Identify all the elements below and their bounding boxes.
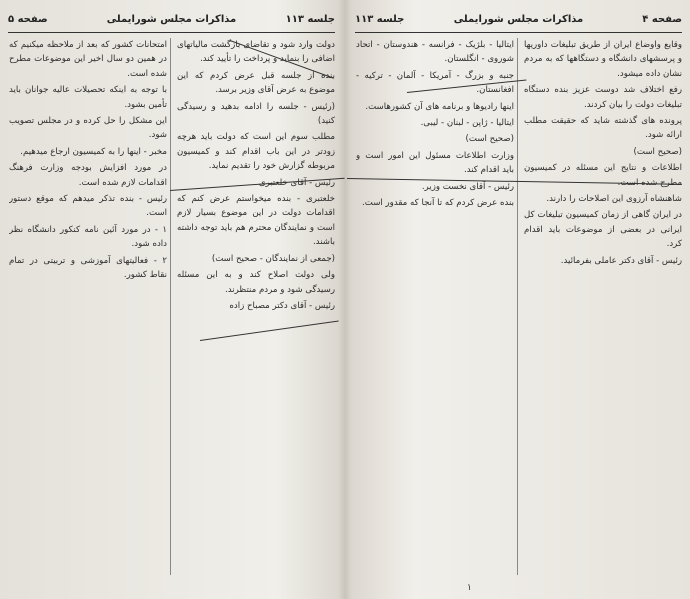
paragraph: این مشکل را حل کرده و در مجلس تصویب شود. (9, 116, 167, 141)
paragraph: امتحانات کشور که بعد از ملاحظه میکنیم که در همین دو سال اخیر این موضوعات مطرح شده است. (9, 40, 167, 79)
right-page-session: جلسه ۱۱۳ (355, 14, 405, 25)
left-page-title: مذاکرات مجلس شورایملی (106, 14, 237, 25)
right-page-title: مذاکرات مجلس شورایملی (453, 14, 584, 25)
paragraph: ۱ - در مورد آئین نامه کنکور دانشگاه نظر داده شود. (9, 224, 167, 250)
paragraph: وقایع واوضاع ایران از طریق تبلیغات داوریها و پرسشهای دانشگاه و دستگاهها که به مردم نشان داده میشود. (524, 40, 682, 79)
paragraph: جنبه و بزرگ - آمریکا - آلمان - ترکیه - افغانستان. (356, 70, 514, 96)
paragraph: رئیس - آقای دکتر مصباح زاده (229, 300, 335, 311)
left-page-column-left (9, 38, 167, 575)
left-header-rule (8, 32, 335, 33)
right-page-column-left (356, 38, 514, 575)
right-header-rule (355, 32, 682, 33)
paragraph: ایتالیا - ژاپن - لبنان - لیبی. (420, 118, 514, 129)
left-page-session: جلسه ۱۱۳ (285, 14, 335, 25)
paragraph: اینها رادیوها و برنامه های آن کشورهاست. (365, 101, 514, 112)
right-column-divider (517, 38, 518, 575)
paragraph: ایتالیا - بلژیک - فرانسه - هندوستان - اتحاد شوروی - انگلستان. (356, 40, 514, 65)
paragraph: رئیس - آقای خلعتبری (258, 177, 335, 188)
paragraph: در مورد افزایش بودجه وزارت فرهنگ اقدامات لازم شده است. (9, 163, 167, 188)
paragraph: (صحیح است) (633, 146, 682, 157)
right-page (347, 0, 690, 599)
left-page-header (8, 14, 335, 32)
paragraph: (جمعی از نمایندگان - صحیح است) (211, 253, 335, 264)
paragraph: (رئیس - جلسه را ادامه بدهید و رسیدگی کنید) (177, 101, 335, 127)
paragraph: پرونده های گذشته شاید که حقیقت مطلب ارائه شود. (524, 116, 682, 141)
right-page-footer-number: ۱ (467, 583, 472, 593)
right-page-column-right (524, 38, 682, 575)
paragraph: وزارت اطلاعات مسئول این امور است و باید اقدام کند. (356, 150, 514, 176)
paragraph: اطلاعات و نتایج این مسئله در کمیسیون مطرح شده است. (524, 163, 682, 188)
paragraph: ولی دولت اصلاح کند و به این مسئله رسیدگی شود و مردم منتظرند. (177, 270, 335, 295)
paragraph: رئیس - آقای نخست وزیر. (421, 181, 514, 192)
paragraph: دولت وارد شود و تقاضای بازگشت مالیاتهای اضافی را بنماید و پرداخت را تأیید کند. (177, 40, 335, 65)
paragraph: رئیس - بنده تذکر میدهم که موقع دستور است. (9, 194, 167, 219)
paragraph: مطلب سوم این است که دولت باید هرچه زودتر در این باب اقدام کند و کمیسیون مربوطه گزارش خود را تقدیم نماید. (177, 132, 335, 172)
paragraph: بنده عرض کردم که تا آنجا که مقدور است. (362, 198, 514, 209)
paragraph: رفع اختلاف شد دوست عزیز بنده دستگاه تبلیغات دولت را بیان کردند. (524, 85, 682, 110)
paragraph: با توجه به اینکه تحصیلات عالیه جوانان باید تأمین بشود. (9, 85, 167, 110)
paragraph: مخبر - اینها را به کمیسیون ارجاع میدهیم. (20, 146, 167, 157)
paragraph: در ایران گاهی از زمان کمیسیون تبلیغات کل ایرانی در بعضی از موضوعات باید اقدام کرد. (524, 210, 682, 250)
left-page (0, 0, 343, 599)
left-page-number: صفحه ۵ (8, 14, 48, 25)
paragraph: (صحیح است) (465, 134, 514, 145)
paragraph: رئیس - آقای دکتر عاملی بفرمائید. (560, 255, 682, 266)
paragraph: ۲ - فعالیتهای آموزشی و تربیتی در تمام نقاط کشور. (9, 255, 167, 281)
paragraph: خلعتبری - بنده میخواستم عرض کنم که اقدامات دولت در این موضوع بسیار لازم است و نمایندگان محترم هم باید توجه داشته باشند. (177, 194, 335, 248)
right-page-number: صفحه ۴ (642, 14, 682, 25)
paragraph: شاهنشاه آرزوی این اصلاحات را دارند. (546, 194, 682, 205)
left-page-column-right (177, 38, 335, 575)
left-column-divider (170, 38, 171, 575)
right-page-header (355, 14, 682, 32)
paragraph: بنده از جلسه قبل عرض کردم که این موضوع به عرض آقای وزیر برسد. (177, 70, 335, 96)
